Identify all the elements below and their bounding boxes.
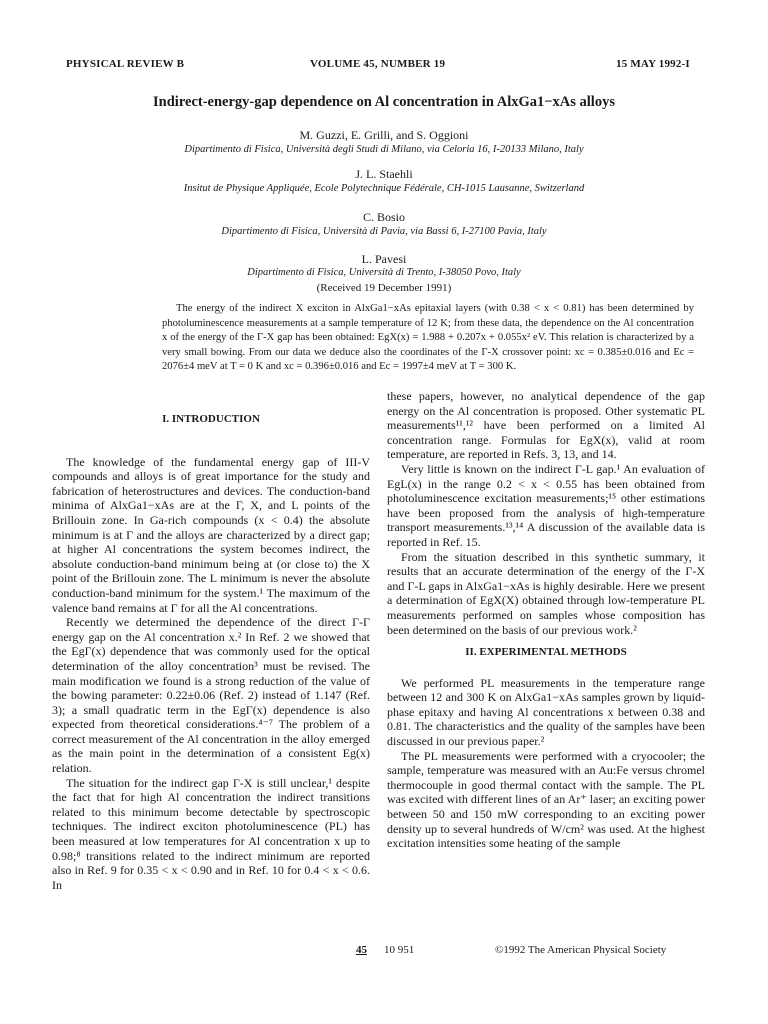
author-group-1: M. Guzzi, E. Grilli, and S. Oggioni [299, 128, 469, 142]
issue-date: 15 MAY 1992-I [616, 58, 690, 70]
affiliation-3: Dipartimento di Fisica, Università di Pavia, via Bassi 6, I-27100 Pavia, Italy [221, 226, 547, 237]
affiliation-4: Dipartimento di Fisica, Università di Trento, I-38050 Povo, Italy [247, 267, 521, 278]
section-heading-methods: II. EXPERIMENTAL METHODS [465, 646, 627, 659]
affiliation-2: Insitut de Physique Appliquée, Ecole Polytechnique Fédérale, CH-1015 Lausanne, Switzerland [183, 183, 585, 194]
intro-paragraph: From the situation described in this synthetic summary, it results that an accurate determination of the energy of the Γ-X and Γ-L gaps in AlxGa1−xAs is highly desirable. Here we present a determination of EgX(X) obtained through low-temperature PL measurements performed on samples whose composition has been determined on the basis of our previous work.² [387, 549, 705, 637]
abstract: The energy of the indirect X exciton in AlxGa1−xAs epitaxial layers (with 0.38 < x < 0.81) has been determined by photoluminescence measurements at a sample temperature of 12 K; from these data, the dependence on the Al concentration x of the energy of the Γ-X gap has been obtained: EgX(x) = 1.988 + 0.207x + 0.055x² eV. This relation is characterized by a very small bowing. From our data we deduce also the coordinates of the Γ-X crossover point: xc = 0.385±0.016 and Ec = 2076±4 meV at T = 0 K and xc = 0.396±0.016 and Ec = 1997±4 meV at T = 300 K. [162, 303, 694, 373]
methods-paragraph: The PL measurements were performed with a cryocooler; the sample, temperature was measured with an Au:Fe versus chromel thermocouple in good thermal contact with the sample. The PL was excited with different lines of an Ar⁺ laser; an exciting power between 50 and 150 mW corresponding to an exciting power density up to several hundreds of W/cm² was used. At the highest excitation intensities some heating of the sample [387, 748, 705, 851]
intro-paragraph: Very little is known on the indirect Γ-L gap.¹ An evaluation of EgL(x) in the range 0.2 < x < 0.55 has been obtained from photoluminescence excitation measurements;¹⁵ other estimations have been proposed from the analysis of high-temperature transport measurements.¹³,¹⁴ A discussion of the available data is reported in Ref. 15. [387, 461, 705, 549]
intro-paragraph: The situation for the indirect gap Γ-X is still unclear,¹ despite the fact that for high Al concentration the indirect transitions related to this minimum become detectable by spectroscopic techniques. The indirect exciton photoluminescence (PL) has been measured at low temperatures for Al concentration x up to 0.98;⁸ transitions related to the indirect minimum are reported also in Ref. 9 for 0.35 < x < 0.90 and in Ref. 10 for 0.4 < x < 0.6. In [52, 775, 370, 892]
intro-paragraph: Recently we determined the dependence of the direct Γ-Γ energy gap on the Al concentration x.² In Ref. 2 we showed that the EgΓ(x) dependence that was commonly used for the optical determination of the alloy concentration³ must be revised. The main modification we found is a strong reduction of the value of the bowing parameter: 0.22±0.06 (Ref. 2) instead of 1.147 (Ref. 3); a small quadratic term in the EgΓ(x) dependence is also expected from theoretical considerations.⁴⁻⁷ The problem of a correct measurement of the Al concentration in the alloy emerged as the main point in the determination of a consistent Eg(x) relation. [52, 615, 370, 776]
page-volume: 45 [356, 944, 367, 956]
right-column [387, 389, 705, 851]
copyright: ©1992 The American Physical Society [495, 944, 667, 956]
intro-paragraph: The knowledge of the fundamental energy gap of III-V compounds and alloys is of great importance for the study and fabrication of heterostructures and devices. The conduction-band minima of AlxGa1−xAs are at the Γ, X, and L points of the Brillouin zone. In Ga-rich compounds (x < 0.4) the absolute minimum is at Γ and the alloys are characterized by a direct gap; at higher Al concentrations the system becomes indirect, the absolute conduction-band minimum being at (or close to) the X point of the Brillouin zone. The L minimum is never the absolute conduction-band minimum for the system.¹ The maximum of the valence band remains at Γ for all the Al concentrations. [52, 454, 370, 615]
paper-title: Indirect-energy-gap dependence on Al concentration in AlxGa1−xAs alloys [153, 94, 615, 110]
journal-name: PHYSICAL REVIEW B [66, 58, 185, 70]
volume-number: VOLUME 45, NUMBER 19 [310, 58, 446, 70]
left-column [52, 412, 370, 892]
received-date: (Received 19 December 1991) [316, 282, 452, 294]
methods-paragraph: We performed PL measurements in the temperature range between 12 and 300 K on AlxGa1−xAs samples grown by liquid-phase epitaxy and having Al concentrations x between 0.38 and 0.81. The characteristics and the quality of the samples have been discussed in our previous paper.² [387, 675, 705, 749]
section-heading-introduction: I. INTRODUCTION [162, 413, 260, 425]
author-group-3: C. Bosio [362, 210, 405, 224]
intro-paragraph: these papers, however, no analytical dependence of the gap energy on the Al concentration is proposed. Other systematic PL measurements¹¹,¹² have been performed on a limited Al concentration range. Formulas for EgX(x), valid at room temperature, are reported in Refs. 3, 13, and 14. [387, 389, 705, 462]
author-group-4: L. Pavesi [361, 252, 407, 266]
author-group-2: J. L. Staehli [355, 167, 413, 181]
affiliation-1: Dipartimento di Fisica, Università degli Studi di Milano, via Celoria 16, I-20133 Milano, Italy [184, 144, 584, 155]
page-number: 10 951 [384, 944, 415, 956]
